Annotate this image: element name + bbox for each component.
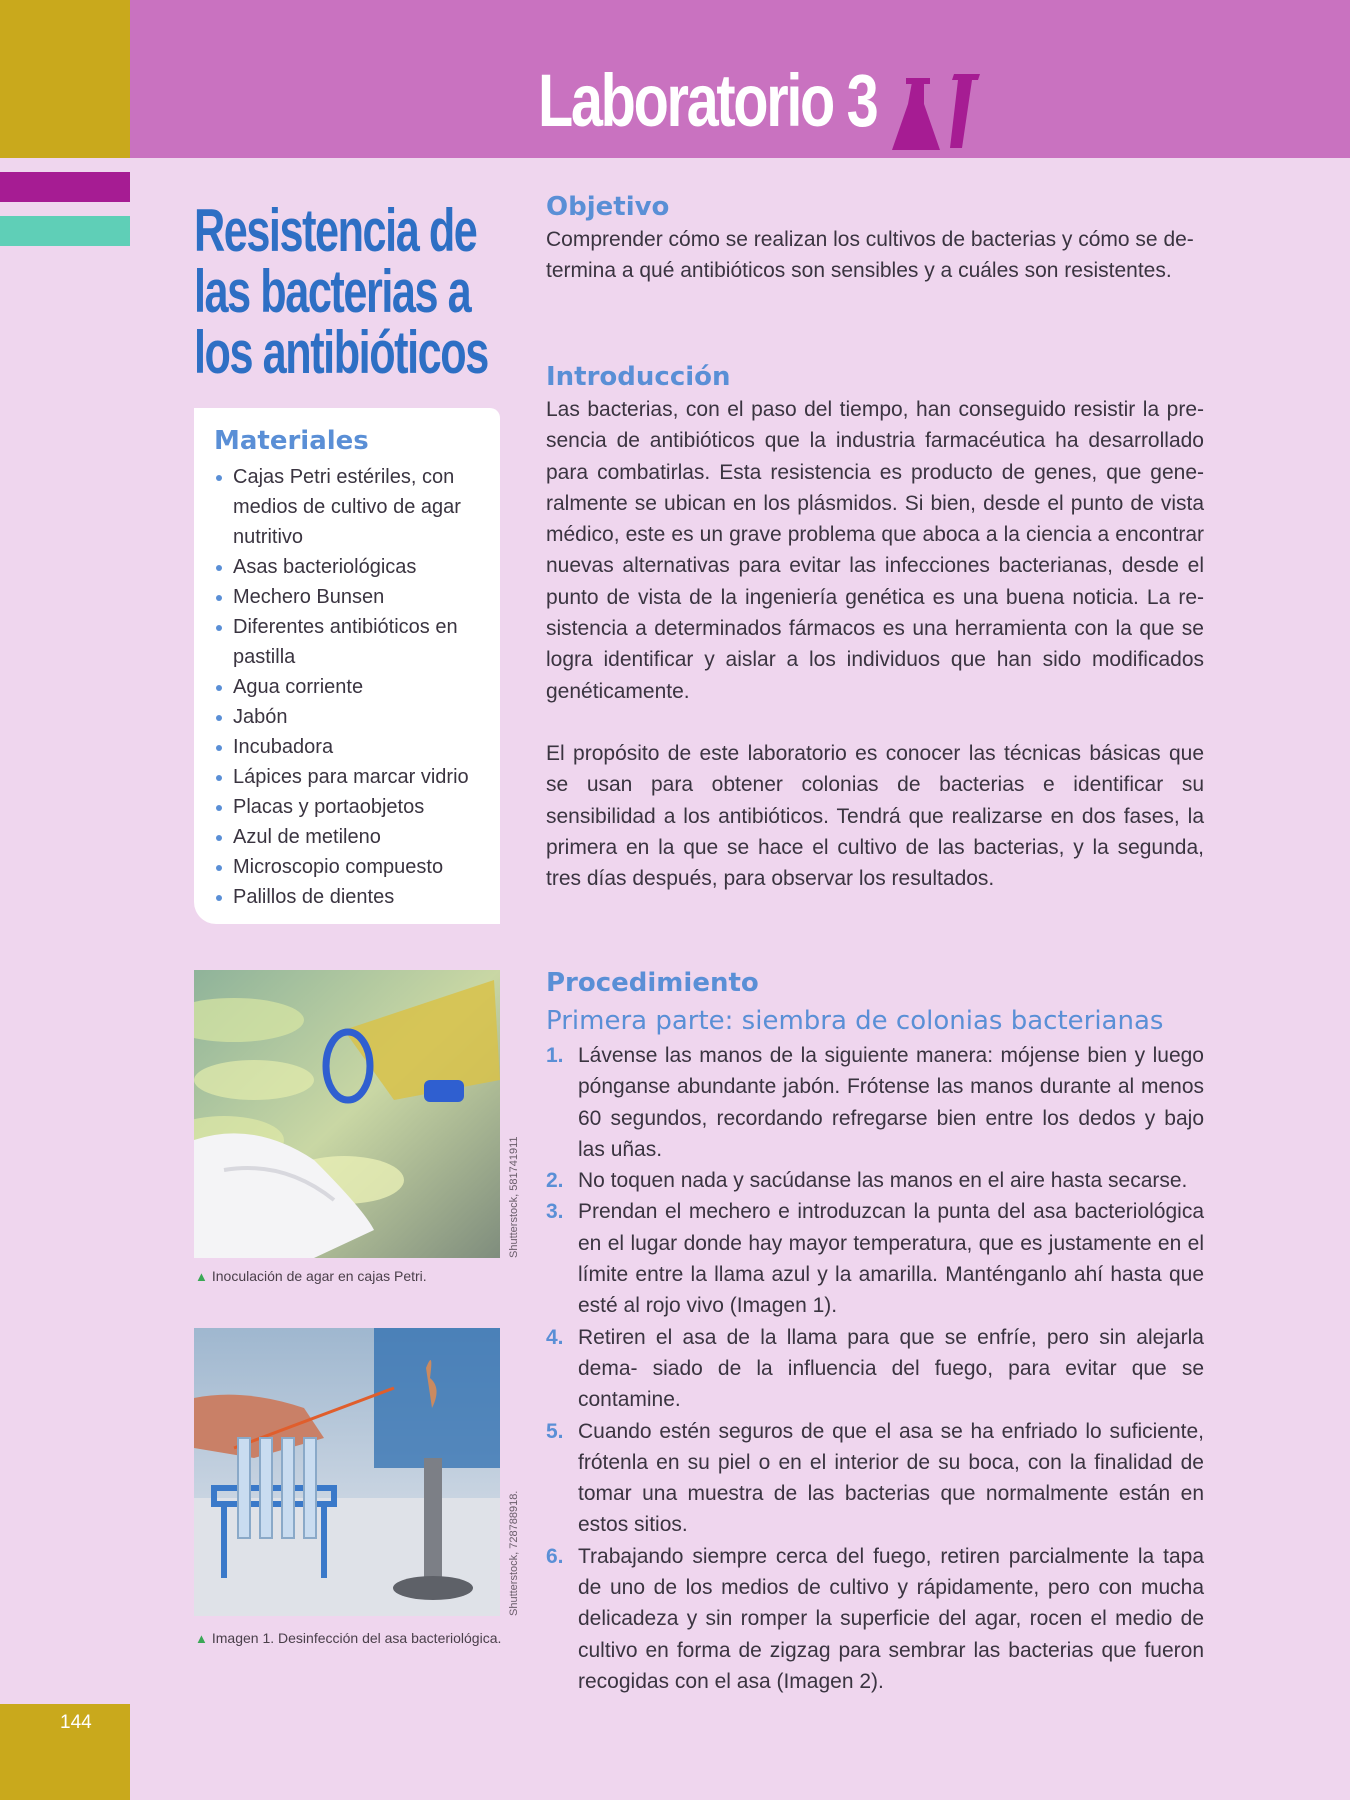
material-item <box>214 852 500 882</box>
material-item-line: Azul de metileno <box>233 826 381 848</box>
main-title-line: Resistencia de <box>194 197 477 264</box>
material-item-line: Cajas Petri estériles, con <box>233 466 455 488</box>
corner-block-gold <box>0 0 130 158</box>
procedure-step <box>546 1416 1204 1541</box>
material-item-line: Jabón <box>233 706 288 728</box>
step-number: 4. <box>546 1325 564 1349</box>
objective-text <box>546 224 1204 287</box>
procedure-step <box>546 1541 1204 1697</box>
material-item-line: Diferentes antibióticos en <box>233 616 458 638</box>
text-line: uñas. <box>610 1137 663 1161</box>
step-number: 1. <box>546 1044 564 1067</box>
procedure-heading: Procedimiento <box>546 968 759 998</box>
text-line: Prendan el mechero e introduzcan la punta del asa bacteriológica <box>578 1200 1204 1224</box>
material-item-line: nutritivo <box>233 526 304 548</box>
material-item <box>214 822 500 852</box>
introduction-section <box>546 362 1204 894</box>
text-line: para observar los resultados. <box>723 867 995 891</box>
material-item-line: Lápices para marcar vidrio <box>233 766 469 788</box>
text-line: tomar una muestra de las bacterias que normalmente están en <box>578 1482 1204 1506</box>
text-line: Lávense las manos de la siguiente manera: mójense bien y luego <box>578 1044 1204 1067</box>
material-item-line: Microscopio compuesto <box>233 856 444 878</box>
caption-triangle-icon: ▲ <box>195 1269 208 1284</box>
text-line: logra identificar y aislar a los individuos que han sido modificados <box>546 648 1204 672</box>
material-item-line: medios de cultivo de agar <box>233 496 461 518</box>
materials-list <box>214 462 500 912</box>
objective-heading: Objetivo <box>546 192 670 222</box>
text-line: estos sitios. <box>578 1513 688 1537</box>
text-line: genéticamente. <box>546 679 690 703</box>
text-line: nuevas alternativas para evitar las infecciones bacterianas, desde el <box>546 554 1204 578</box>
procedure-step <box>546 1040 1204 1165</box>
text-line: que se hace el cultivo de las bacterias, y la segunda, tres días después, <box>546 835 1204 891</box>
material-item-line: Asas bacteriológicas <box>233 556 417 578</box>
text-line: frótenla en su piel o en el interior de su boca, con la finalidad de <box>578 1450 1204 1474</box>
procedure-subheading: Primera parte: siembra de colonias bacterianas <box>546 1006 1164 1036</box>
text-line: Cuando estén seguros de que el asa se ha enfriado lo suficiente, <box>578 1419 1204 1443</box>
objective-section <box>546 192 1204 287</box>
introduction-heading: Introducción <box>546 362 731 392</box>
text-line: Comprender cómo se realizan los cultivos de bacterias y cómo se de- <box>546 228 1194 251</box>
stripe-magenta <box>0 172 130 202</box>
text-line: Trabajando siempre cerca del fuego, retiren parcialmente la tapa <box>578 1544 1204 1568</box>
text-line: delicadeza y sin romper la superficie del agar, rocen el medio de <box>578 1607 1204 1631</box>
material-item <box>214 552 500 582</box>
procedure-steps <box>546 1040 1204 1697</box>
photo-credit: Shutterstock, 581741911 <box>508 1136 520 1258</box>
material-item-line: Agua corriente <box>233 676 364 698</box>
main-title-line: los antibióticos <box>194 319 488 386</box>
text-line: cultivo en forma de zigzag para sembrar las bacterias que fueron <box>578 1638 1204 1662</box>
material-item <box>214 732 500 762</box>
material-item <box>214 882 500 912</box>
text-line: médico, este es un grave problema que aboca a la ciencia a encontrar <box>546 523 1204 547</box>
procedure-step <box>546 1196 1204 1321</box>
materials-box <box>194 408 500 924</box>
materials-heading: Materiales <box>214 426 369 456</box>
material-item <box>214 792 500 822</box>
text-line: en el lugar donde hay mayor temperatura, que es justamente en el <box>578 1231 1204 1255</box>
material-item <box>214 702 500 732</box>
material-item-line: Palillos de dientes <box>233 886 395 908</box>
text-line: 60 segundos, recordando refregarse bien entre los dedos y bajo las <box>578 1106 1204 1161</box>
step-number: 3. <box>546 1200 564 1224</box>
step-number: 2. <box>546 1169 564 1193</box>
text-line: esté al rojo vivo (Imagen 1). <box>578 1294 838 1318</box>
material-item <box>214 582 500 612</box>
text-line: recogidas con el asa (Imagen 2). <box>578 1669 884 1693</box>
material-item <box>214 762 500 792</box>
text-line: termina a qué antibióticos son sensibles y a cuáles son resistentes. <box>546 259 1172 283</box>
text-line: usan para obtener colonias de bacterias e identificar su sensibilidad <box>546 773 1204 828</box>
step-number: 6. <box>546 1544 564 1568</box>
photo-petri-inoculation <box>194 970 500 1258</box>
text-line: pónganse abundante jabón. Frótense las manos durante al menos <box>578 1075 1204 1099</box>
text-line: sistencia a determinados fármacos es una herramienta con la que se <box>546 617 1204 641</box>
procedure-section <box>546 968 1204 1697</box>
caption-text: Inoculación de agar en cajas Petri. <box>211 1268 427 1284</box>
text-line: No toquen nada y sacúdanse las manos en el aire hasta secarse. <box>578 1169 1188 1193</box>
text-line: punto de vista de la ingeniería genética es una buena noticia. La re- <box>546 585 1204 609</box>
procedure-step <box>546 1322 1204 1416</box>
caption-triangle-icon: ▲ <box>195 1631 208 1646</box>
main-title <box>194 197 504 386</box>
material-item-line: Placas y portaobjetos <box>233 796 425 818</box>
lab-title: Laboratorio 3 <box>538 59 877 142</box>
text-line: Las bacterias, con el paso del tiempo, han conseguido resistir la pre- <box>546 398 1204 421</box>
text-line: Retiren el asa de la llama para que se enfríe, pero sin alejarla dema- <box>578 1325 1204 1380</box>
material-item <box>214 612 500 672</box>
material-item <box>214 672 500 702</box>
procedure-step <box>546 1165 1204 1196</box>
photo-credit: Shutterstock, 728788918. <box>508 1490 520 1616</box>
introduction-paragraph <box>546 394 1204 707</box>
text-line: límite entre la llama azul y la amarilla. Manténganlo ahí hasta que <box>578 1263 1204 1287</box>
text-line: de uno de los medios de cultivo y rápidamente, pero con mucha <box>578 1576 1204 1600</box>
introduction-paragraph <box>546 738 1204 894</box>
photo-loop-disinfection <box>194 1328 500 1616</box>
caption-text: Imagen 1. Desinfección del asa bacteriológica. <box>211 1630 502 1646</box>
material-item-line: Mechero Bunsen <box>233 586 385 608</box>
material-item <box>214 462 500 552</box>
text-line: siado de la influencia del fuego, para evitar que se contamine. <box>578 1356 1204 1412</box>
material-item-line: pastilla <box>233 646 296 668</box>
photo-caption <box>195 1630 501 1646</box>
text-line: a los antibióticos. Tendrá que realizarse en dos fases, la primera en la <box>546 804 1204 859</box>
page-number: 144 <box>60 1712 92 1733</box>
text-line: El propósito de este laboratorio es conocer las técnicas básicas que se <box>546 741 1204 797</box>
material-item-line: Incubadora <box>233 736 334 758</box>
text-line: para combatirlas. Esta resistencia es producto de genes, que gene- <box>546 460 1204 484</box>
step-number: 5. <box>546 1419 564 1443</box>
text-line: ralmente se ubican en los plásmidos. Si bien, desde el punto de vista <box>546 491 1204 515</box>
text-line: sencia de antibióticos que la industria farmacéutica ha desarrollado <box>546 429 1204 453</box>
stripe-teal <box>0 216 130 246</box>
lab-flask-icon <box>888 74 984 158</box>
main-title-line: las bacterias a <box>194 258 471 325</box>
photo-caption <box>195 1268 427 1284</box>
